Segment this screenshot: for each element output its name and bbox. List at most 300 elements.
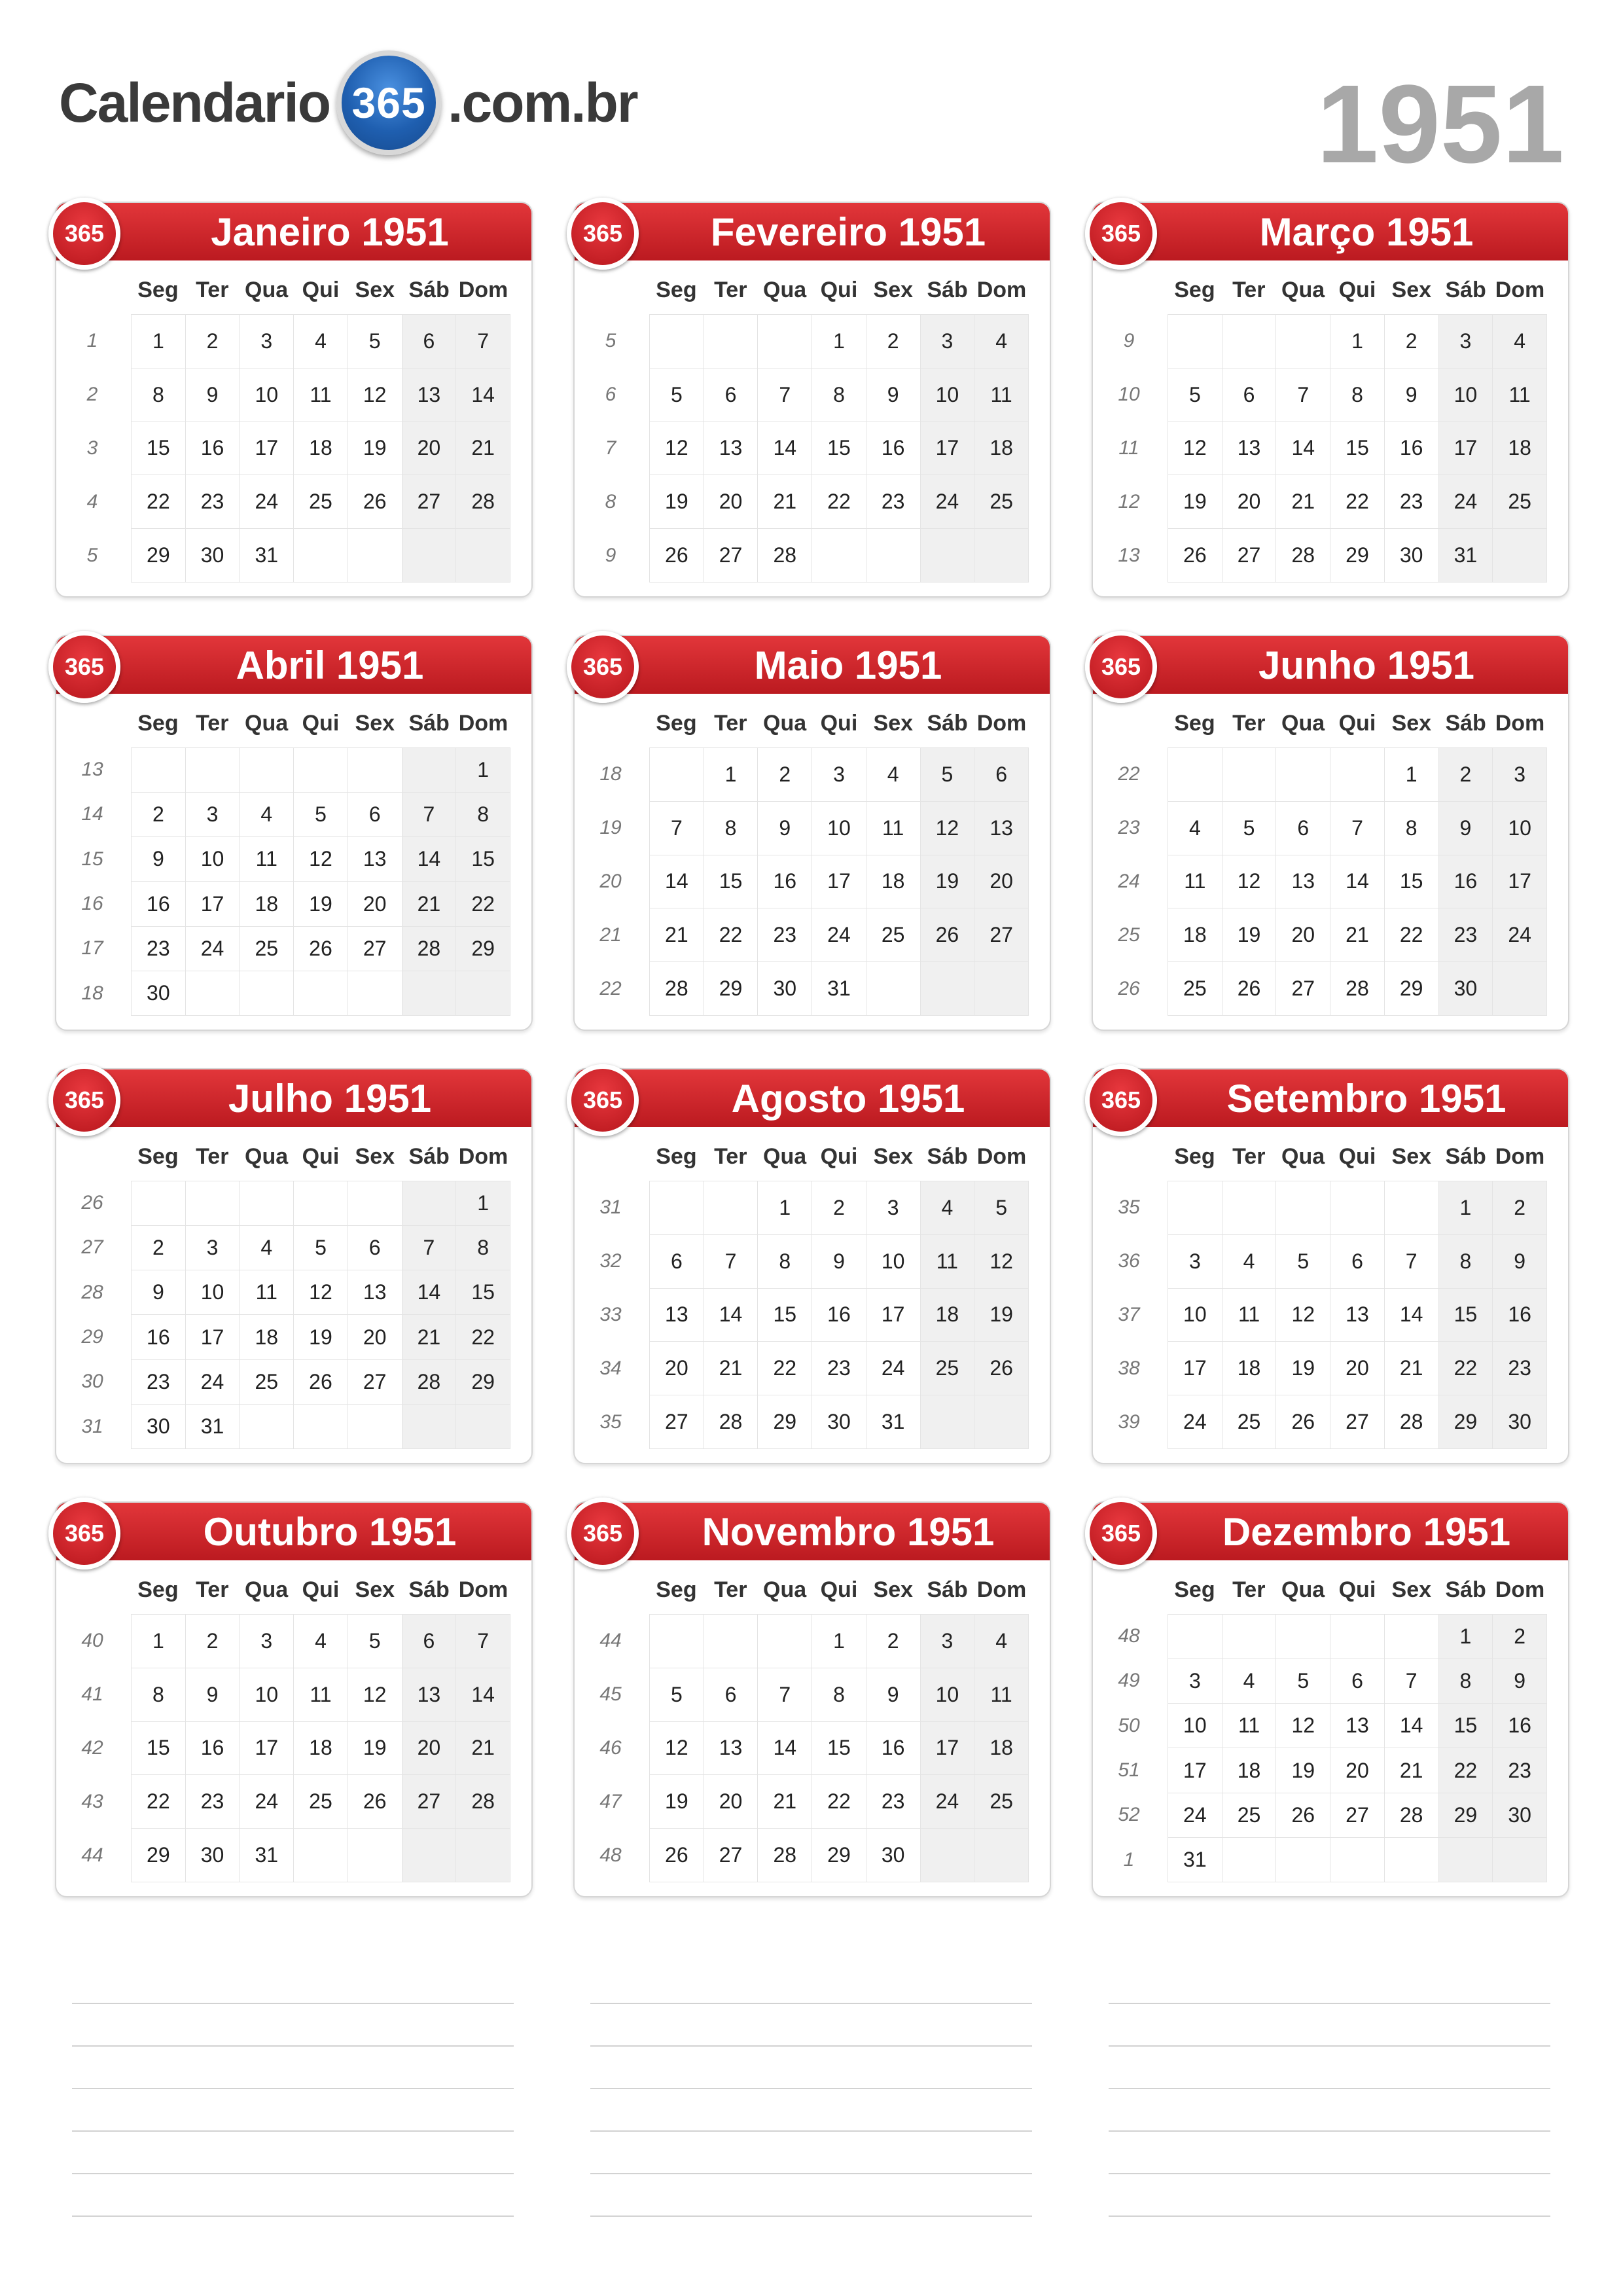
day-cell: 15 <box>812 422 866 475</box>
day-cell: 27 <box>1222 529 1276 583</box>
week-number: 32 <box>599 1250 622 1272</box>
week-row <box>132 1615 510 1668</box>
day-cell: 21 <box>704 1342 758 1395</box>
month-title: Janeiro 1951 <box>56 203 531 260</box>
week-number: 14 <box>81 803 103 825</box>
day-cell: 6 <box>1222 368 1276 422</box>
week-row <box>650 962 1029 1016</box>
weekday-label: Seg <box>137 711 179 736</box>
day-cell <box>974 962 1029 1016</box>
week-row <box>132 1829 510 1882</box>
day-cell: 6 <box>1330 1659 1385 1704</box>
day-cell: 13 <box>1276 855 1330 908</box>
week-row <box>132 793 510 837</box>
weekday-label: Sex <box>1391 711 1432 736</box>
week-number: 47 <box>599 1791 622 1812</box>
weekday-label: Dom <box>458 711 508 736</box>
day-cell: 6 <box>348 793 402 837</box>
day-cell: 10 <box>1438 368 1493 422</box>
week-number: 33 <box>599 1304 622 1325</box>
day-cell: 7 <box>1330 801 1385 855</box>
day-cell: 14 <box>1384 1704 1438 1748</box>
day-cell: 14 <box>1330 855 1385 908</box>
week-number: 44 <box>81 1844 103 1866</box>
day-cell: 23 <box>1438 908 1493 962</box>
week-row <box>1168 422 1547 475</box>
days-grid <box>649 1181 1029 1449</box>
day-cell: 14 <box>1384 1288 1438 1342</box>
day-cell <box>456 1829 510 1882</box>
days-grid <box>649 747 1029 1016</box>
day-cell: 30 <box>185 529 240 583</box>
weekday-label: Qui <box>820 1577 858 1602</box>
week-row <box>1168 475 1547 529</box>
day-cell: 22 <box>1438 1342 1493 1395</box>
badge-365: 365 <box>567 1064 639 1136</box>
day-cell: 3 <box>185 1226 240 1270</box>
badge-365: 365 <box>48 1064 120 1136</box>
week-row <box>1168 1659 1547 1704</box>
day-cell: 29 <box>704 962 758 1016</box>
day-cell: 7 <box>402 793 456 837</box>
week-number: 28 <box>81 1281 103 1303</box>
weekday-label: Qua <box>245 278 289 302</box>
day-cell: 18 <box>240 1315 294 1359</box>
day-cell: 12 <box>650 422 704 475</box>
day-cell <box>402 529 456 583</box>
day-cell: 28 <box>704 1395 758 1449</box>
day-cell: 18 <box>866 855 920 908</box>
day-cell <box>456 1404 510 1448</box>
day-cell: 5 <box>974 1181 1029 1235</box>
day-cell: 24 <box>1493 908 1547 962</box>
day-cell: 7 <box>650 801 704 855</box>
month-card <box>1092 1501 1569 1897</box>
badge-365: 365 <box>48 1498 120 1570</box>
week-number: 13 <box>1118 545 1140 566</box>
week-number: 48 <box>1118 1625 1140 1647</box>
day-cell <box>1493 529 1547 583</box>
day-cell: 8 <box>1330 368 1385 422</box>
week-number: 9 <box>605 545 616 566</box>
weekday-label: Sáb <box>927 711 968 736</box>
notes-column-1 <box>72 2003 514 2258</box>
day-cell: 14 <box>456 368 510 422</box>
day-cell: 19 <box>348 1721 402 1775</box>
week-row <box>650 1721 1029 1775</box>
day-cell: 24 <box>185 1359 240 1404</box>
week-row <box>1168 1342 1547 1395</box>
week-number: 18 <box>599 763 622 785</box>
day-cell <box>920 962 974 1016</box>
day-cell: 9 <box>866 368 920 422</box>
day-cell: 12 <box>1168 422 1222 475</box>
week-numbers <box>1106 1614 1152 1882</box>
day-cell: 23 <box>866 475 920 529</box>
day-cell: 27 <box>1330 1395 1385 1449</box>
week-row <box>1168 1615 1547 1659</box>
day-cell: 10 <box>920 368 974 422</box>
day-cell: 16 <box>185 1721 240 1775</box>
month-card <box>573 1068 1051 1464</box>
days-grid <box>131 1614 510 1882</box>
day-cell: 4 <box>294 315 348 368</box>
day-cell <box>1168 1615 1222 1659</box>
day-cell: 26 <box>348 1775 402 1829</box>
day-cell: 23 <box>132 926 186 971</box>
week-number: 36 <box>1118 1250 1140 1272</box>
day-cell <box>132 748 186 793</box>
month-card <box>1092 635 1569 1031</box>
day-cell: 21 <box>1276 475 1330 529</box>
week-row <box>650 801 1029 855</box>
week-number: 5 <box>605 330 616 351</box>
day-cell <box>348 529 402 583</box>
day-cell <box>402 971 456 1015</box>
day-cell: 5 <box>294 793 348 837</box>
day-cell: 1 <box>1438 1615 1493 1659</box>
day-cell: 23 <box>185 1775 240 1829</box>
day-cell: 5 <box>650 1668 704 1721</box>
day-cell: 19 <box>348 422 402 475</box>
week-number: 51 <box>1118 1759 1140 1782</box>
day-cell: 4 <box>974 1615 1029 1668</box>
day-cell: 9 <box>185 1668 240 1721</box>
day-cell: 4 <box>294 1615 348 1668</box>
day-cell: 9 <box>866 1668 920 1721</box>
day-cell: 3 <box>1438 315 1493 368</box>
weekday-label: Seg <box>656 278 697 302</box>
day-cell: 23 <box>1493 1748 1547 1793</box>
badge-365: 365 <box>1085 198 1157 270</box>
week-numbers <box>1106 1181 1152 1449</box>
day-cell: 2 <box>1438 748 1493 802</box>
day-cell: 5 <box>1276 1659 1330 1704</box>
day-cell: 11 <box>294 1668 348 1721</box>
week-number: 6 <box>605 384 616 405</box>
week-number: 1 <box>1123 1848 1135 1871</box>
day-cell <box>1222 1837 1276 1882</box>
day-cell: 31 <box>185 1404 240 1448</box>
day-cell <box>650 1181 704 1235</box>
week-number: 27 <box>81 1236 103 1259</box>
week-numbers <box>69 747 115 1016</box>
week-row <box>1168 1288 1547 1342</box>
days-grid <box>131 747 510 1016</box>
day-cell: 14 <box>650 855 704 908</box>
note-line <box>72 2088 514 2089</box>
day-cell: 13 <box>1222 422 1276 475</box>
week-row <box>132 529 510 583</box>
day-cell: 28 <box>758 1829 812 1882</box>
note-line <box>1109 2088 1550 2089</box>
week-row <box>132 1181 510 1226</box>
week-number: 31 <box>81 1415 103 1437</box>
day-cell: 16 <box>866 1721 920 1775</box>
day-cell: 29 <box>1438 1793 1493 1837</box>
day-cell: 6 <box>348 1226 402 1270</box>
weekday-label: Qui <box>1338 1577 1376 1602</box>
week-row <box>1168 908 1547 962</box>
day-cell: 23 <box>1493 1342 1547 1395</box>
day-cell: 24 <box>920 1775 974 1829</box>
day-cell <box>650 315 704 368</box>
day-cell: 2 <box>1384 315 1438 368</box>
day-cell: 20 <box>704 475 758 529</box>
day-cell: 12 <box>1276 1288 1330 1342</box>
day-cell: 8 <box>456 1226 510 1270</box>
weekday-header <box>649 1144 1029 1170</box>
day-cell: 26 <box>294 926 348 971</box>
week-number: 20 <box>599 870 622 892</box>
week-numbers <box>69 314 115 583</box>
day-cell: 17 <box>185 1315 240 1359</box>
day-cell <box>348 1829 402 1882</box>
day-cell <box>348 971 402 1015</box>
day-cell: 12 <box>1222 855 1276 908</box>
day-cell: 25 <box>294 475 348 529</box>
badge-365: 365 <box>48 198 120 270</box>
week-row <box>650 1288 1029 1342</box>
day-cell: 31 <box>866 1395 920 1449</box>
day-cell <box>866 529 920 583</box>
weekday-label: Sáb <box>927 1144 968 1169</box>
week-numbers <box>588 1181 633 1449</box>
week-number: 52 <box>1118 1804 1140 1826</box>
day-cell <box>240 748 294 793</box>
weekday-header <box>649 711 1029 736</box>
day-cell: 3 <box>1493 748 1547 802</box>
day-cell: 1 <box>812 315 866 368</box>
day-cell: 13 <box>1330 1704 1385 1748</box>
week-number: 37 <box>1118 1304 1140 1325</box>
week-number: 23 <box>1118 817 1140 838</box>
weekday-label: Qua <box>763 711 807 736</box>
day-cell: 11 <box>240 837 294 882</box>
day-cell: 23 <box>132 1359 186 1404</box>
day-cell: 9 <box>1493 1659 1547 1704</box>
week-row <box>132 1775 510 1829</box>
weekday-label: Dom <box>458 1144 508 1169</box>
badge-365: 365 <box>1085 631 1157 703</box>
day-cell: 24 <box>866 1342 920 1395</box>
day-cell: 8 <box>758 1234 812 1288</box>
weekday-label: Ter <box>714 278 747 302</box>
day-cell: 25 <box>240 926 294 971</box>
weekday-label: Sex <box>1391 278 1432 302</box>
month-title: Julho 1951 <box>56 1069 531 1127</box>
week-number: 22 <box>1118 763 1140 785</box>
day-cell: 22 <box>758 1342 812 1395</box>
note-line <box>72 2130 514 2132</box>
day-cell <box>650 1615 704 1668</box>
day-cell: 29 <box>812 1829 866 1882</box>
week-number: 25 <box>1118 924 1140 946</box>
day-cell: 22 <box>132 1775 186 1829</box>
week-row <box>1168 1748 1547 1793</box>
weekday-label: Sex <box>355 1144 395 1169</box>
weekday-label: Sáb <box>1445 711 1486 736</box>
day-cell: 6 <box>704 1668 758 1721</box>
day-cell <box>132 1181 186 1226</box>
month-card <box>573 635 1051 1031</box>
weekday-label: Sex <box>1391 1144 1432 1169</box>
weekday-label: Ter <box>1232 711 1266 736</box>
weekday-label: Qui <box>1338 711 1376 736</box>
month-title: Outubro 1951 <box>56 1503 531 1560</box>
day-cell <box>294 748 348 793</box>
weekday-label: Qui <box>302 1144 340 1169</box>
day-cell: 27 <box>402 1775 456 1829</box>
day-cell: 4 <box>974 315 1029 368</box>
week-row <box>1168 1234 1547 1288</box>
week-number: 21 <box>599 924 622 946</box>
weekday-header <box>131 278 510 303</box>
month-card <box>1092 1068 1569 1464</box>
week-number: 22 <box>599 978 622 999</box>
week-number: 43 <box>81 1791 103 1812</box>
weekday-header <box>1168 1577 1547 1603</box>
weekday-label: Qui <box>302 1577 340 1602</box>
day-cell: 21 <box>1384 1748 1438 1793</box>
day-cell: 20 <box>1222 475 1276 529</box>
day-cell <box>1330 1181 1385 1235</box>
day-cell: 3 <box>240 315 294 368</box>
day-cell: 2 <box>185 315 240 368</box>
day-cell: 30 <box>185 1829 240 1882</box>
day-cell: 13 <box>704 422 758 475</box>
day-cell: 22 <box>132 475 186 529</box>
month-card <box>55 635 533 1031</box>
day-cell: 30 <box>812 1395 866 1449</box>
badge-365: 365 <box>567 198 639 270</box>
day-cell: 2 <box>185 1615 240 1668</box>
weekday-label: Sex <box>355 711 395 736</box>
note-line <box>1109 2173 1550 2174</box>
day-cell: 10 <box>240 1668 294 1721</box>
weekday-label: Qui <box>820 1144 858 1169</box>
week-row <box>132 315 510 368</box>
weekday-label: Dom <box>1495 278 1545 302</box>
logo-text-right: .com.br <box>448 71 637 134</box>
day-cell: 8 <box>1384 801 1438 855</box>
day-cell <box>1330 1837 1385 1882</box>
day-cell: 24 <box>185 926 240 971</box>
day-cell: 5 <box>1276 1234 1330 1288</box>
weekday-header <box>131 1577 510 1603</box>
day-cell: 22 <box>812 475 866 529</box>
day-cell: 27 <box>348 1359 402 1404</box>
week-number: 38 <box>1118 1357 1140 1379</box>
weekday-label: Sex <box>873 711 914 736</box>
week-number: 8 <box>605 491 616 512</box>
day-cell <box>1276 1837 1330 1882</box>
day-cell: 3 <box>1168 1234 1222 1288</box>
day-cell: 28 <box>1384 1793 1438 1837</box>
weekday-label: Ter <box>714 711 747 736</box>
weekday-label: Qua <box>763 278 807 302</box>
note-line <box>72 2045 514 2047</box>
day-cell <box>185 1181 240 1226</box>
weekday-label: Seg <box>137 1577 179 1602</box>
week-row <box>650 1234 1029 1288</box>
week-number: 17 <box>81 937 103 960</box>
day-cell: 3 <box>920 1615 974 1668</box>
day-cell <box>812 529 866 583</box>
day-cell: 11 <box>920 1234 974 1288</box>
day-cell: 23 <box>185 475 240 529</box>
day-cell <box>1168 1181 1222 1235</box>
day-cell <box>294 1181 348 1226</box>
day-cell: 9 <box>132 1270 186 1315</box>
week-number: 16 <box>81 893 103 915</box>
site-logo[interactable] <box>59 47 637 158</box>
day-cell: 8 <box>1438 1234 1493 1288</box>
day-cell <box>1222 748 1276 802</box>
weekday-header <box>1168 278 1547 303</box>
week-numbers <box>588 1614 633 1882</box>
week-row <box>132 971 510 1015</box>
day-cell: 30 <box>1384 529 1438 583</box>
week-row <box>132 475 510 529</box>
week-number: 12 <box>1118 491 1140 512</box>
day-cell: 21 <box>402 882 456 926</box>
week-number: 50 <box>1118 1714 1140 1736</box>
day-cell: 15 <box>456 1270 510 1315</box>
day-cell <box>348 1404 402 1448</box>
day-cell <box>758 1615 812 1668</box>
weekday-label: Qua <box>1281 1144 1325 1169</box>
badge-365: 365 <box>48 631 120 703</box>
day-cell: 4 <box>1168 801 1222 855</box>
badge-365: 365 <box>1085 1498 1157 1570</box>
week-row <box>132 1668 510 1721</box>
weekday-label: Qua <box>763 1144 807 1169</box>
day-cell <box>294 1829 348 1882</box>
day-cell: 9 <box>812 1234 866 1288</box>
day-cell: 4 <box>920 1181 974 1235</box>
day-cell: 1 <box>758 1181 812 1235</box>
day-cell: 16 <box>758 855 812 908</box>
weekday-label: Sex <box>873 1577 914 1602</box>
day-cell <box>758 315 812 368</box>
day-cell <box>704 1615 758 1668</box>
day-cell: 26 <box>920 908 974 962</box>
day-cell: 15 <box>704 855 758 908</box>
day-cell: 4 <box>1222 1234 1276 1288</box>
day-cell <box>185 748 240 793</box>
month-card <box>55 1068 533 1464</box>
day-cell: 3 <box>1168 1659 1222 1704</box>
day-cell <box>240 1404 294 1448</box>
day-cell: 19 <box>650 475 704 529</box>
weekday-label: Sex <box>873 1144 914 1169</box>
day-cell: 29 <box>456 926 510 971</box>
day-cell <box>920 1829 974 1882</box>
day-cell <box>920 529 974 583</box>
day-cell: 12 <box>294 837 348 882</box>
day-cell: 19 <box>1222 908 1276 962</box>
weekday-label: Qua <box>1281 1577 1325 1602</box>
day-cell: 18 <box>920 1288 974 1342</box>
week-row <box>1168 962 1547 1016</box>
day-cell: 5 <box>294 1226 348 1270</box>
day-cell: 25 <box>294 1775 348 1829</box>
days-grid <box>1168 747 1547 1016</box>
day-cell <box>294 529 348 583</box>
day-cell: 11 <box>240 1270 294 1315</box>
day-cell: 1 <box>132 315 186 368</box>
